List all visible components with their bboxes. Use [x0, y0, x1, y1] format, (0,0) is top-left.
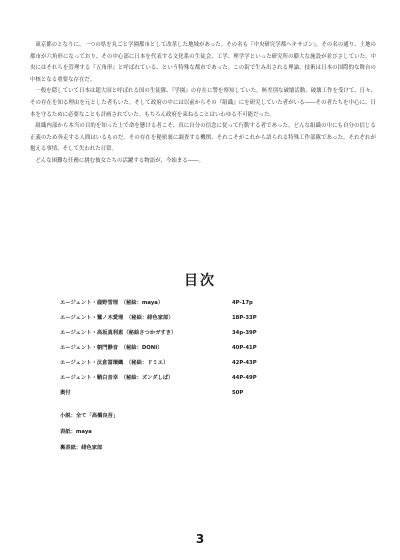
toc-entry: エージェント・高坂真利恵（秘絵さつかガすき）	[60, 330, 177, 336]
credit-cover: 表紙：maya	[60, 429, 92, 435]
toc-entry: エージェント・鹿野雪理 （秘絵：maya）	[60, 300, 164, 306]
toc-row	[60, 371, 340, 386]
toc-entry: エージェント・鷲ノ木愛理 （秘絵：緋色家郎）	[60, 315, 174, 321]
toc-entry: エージェント・汰倉冨環織 （秘絵：ドミエ）	[60, 360, 169, 366]
toc-entry: 奥付	[60, 390, 71, 396]
credits	[60, 408, 260, 456]
toc-entry: エージェント・鞘白音幸 （秘絵：ズンダしぱ）	[60, 375, 174, 381]
toc-row	[60, 356, 340, 371]
toc-row	[60, 341, 340, 356]
toc-row	[60, 296, 340, 311]
credit-back-cover: 裏表紙：緋色家郎	[60, 445, 103, 451]
toc-row	[60, 311, 340, 326]
intro-paragraph: 東京都のとなりに、一つの県を丸ごと学園都市として改革した地域があった。その名も『中央研究学都ヘキサゴン』。その名の通り、土地の都市が六角形になっており、その中心部に日本を代表する文化系の生徒会、工学、理学学といった研究所の膨大な施設が並びさしていた。中央にはそれらを管理する『五角形』と呼ばれている、という特殊な都市であった。この街で生み出される理論、技術は日本の国際的な舞台の中核となる重要な存在だ。	[30, 42, 376, 83]
toc-pages: 40P-41P	[232, 345, 257, 351]
toc-pages: 18P-33P	[232, 315, 257, 321]
toc-pages: 34p-39P	[232, 330, 257, 336]
toc-row	[60, 326, 340, 341]
toc-pages: 50P	[232, 390, 244, 396]
toc-title: 目次	[184, 273, 216, 289]
toc-pages: 44P-49P	[232, 375, 257, 381]
intro-paragraph: 一般を隠していて日本は超大国と呼ばれる国の生徒隊、『学園』の存在に警を察知していた。無差別な破壊活動、破壊工作を受けて、日々、その存在を知る理由を元とした者もいた。そして政府の中には以前からその『組織』にを研究していた者がいる――その者たちを中心に、日本を守るために必要なことも計画されていた。もちろん政府を束ねることはいわゆる不可能だった。	[30, 88, 376, 118]
toc-row	[60, 386, 340, 401]
toc-pages: 42P-43P	[232, 360, 257, 366]
table-of-contents	[60, 296, 340, 401]
toc-entry: エージェント・朝門静音 （秘絵：DONI）	[60, 345, 163, 351]
intro-paragraph: どんな困難な任務に挑む彼女たちの活躍する物語が、今始まる――。	[35, 157, 205, 164]
credit-novel: 小説：全て「高橋良吾」	[60, 413, 119, 419]
toc-pages: 4P-17p	[232, 300, 253, 306]
intro-paragraph: 組織内部から本当の目的を知った上で命を懸ける者こそ、真に自分の信念に従って行動する者であった。どんな組織の中にも自分の信じる正義のため奔走する人間はいるものだ。その存在を秘密裏に調査する機関、それこそがこれから語られる特殊工作部隊であった。それぞれが抱える事情、そして失われた日常。	[30, 123, 376, 153]
intro-text	[30, 40, 376, 168]
page-number: 3	[195, 532, 205, 546]
